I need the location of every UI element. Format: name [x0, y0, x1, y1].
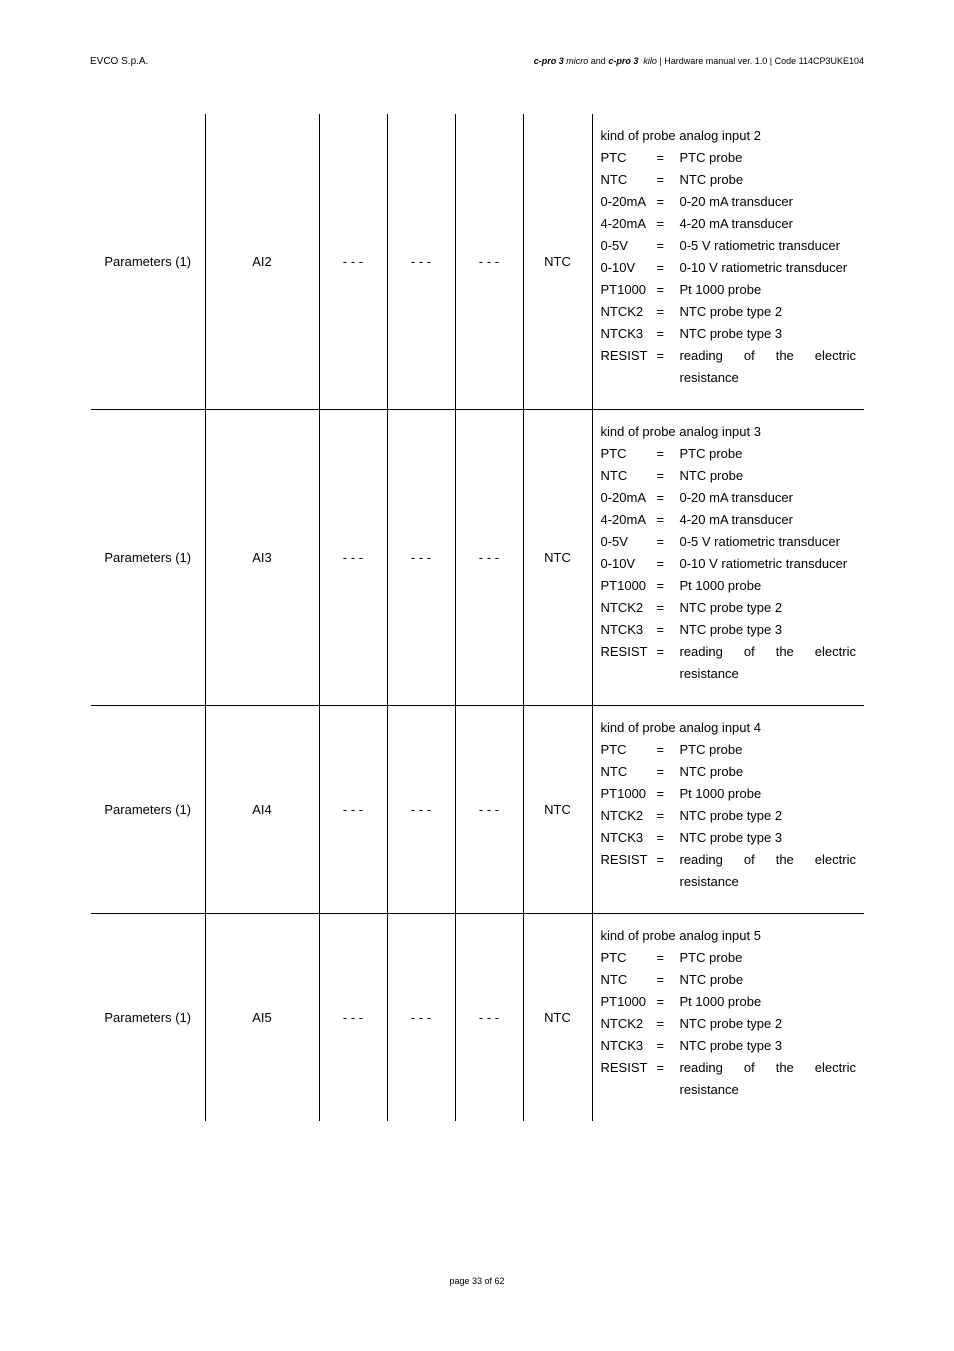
description-title: kind of probe analog input 3: [600, 424, 761, 439]
option-equals: =: [656, 764, 665, 779]
description-cell: [592, 706, 864, 914]
option-meaning: Pt 1000 probe: [679, 786, 762, 801]
option-line: [601, 509, 857, 531]
option-equals: =: [656, 742, 665, 757]
resist-word: electric: [814, 852, 856, 867]
parameter-row: [91, 114, 864, 410]
resist-word: the: [775, 348, 794, 363]
option-equals: =: [656, 194, 665, 209]
resist-word: resistance: [679, 370, 739, 385]
option-equals: =: [656, 216, 665, 231]
option-code: NTCK2: [600, 600, 644, 615]
option-line: [601, 827, 857, 849]
option-equals: =: [656, 468, 665, 483]
option-code: NTCK2: [600, 808, 644, 823]
code-cell: AI2: [205, 114, 319, 410]
resist-word: electric: [814, 1060, 856, 1075]
option-code: PTC: [600, 150, 627, 165]
option-equals: =: [656, 304, 665, 319]
option-code: NTCK3: [600, 622, 644, 637]
option-line: [601, 619, 857, 641]
option-code: RESIST: [600, 644, 648, 659]
option-code: PT1000: [600, 578, 647, 593]
label-cell: Parameters (1): [91, 706, 205, 914]
option-meaning: NTC probe type 2: [679, 1016, 783, 1031]
option-meaning: 4-20 mA transducer: [679, 216, 793, 231]
option-equals: =: [656, 326, 665, 341]
resist-word: of: [743, 852, 755, 867]
option-code: PTC: [600, 950, 627, 965]
option-line: [601, 147, 857, 169]
product-b-variant: kilo: [643, 56, 657, 66]
resist-word: of: [743, 1060, 755, 1075]
option-equals: =: [656, 830, 665, 845]
resist-word: reading: [679, 348, 723, 363]
option-code: 0-10V: [600, 260, 636, 275]
option-code: NTCK3: [600, 326, 644, 341]
option-code: 4-20mA: [600, 512, 647, 527]
option-meaning: NTC probe type 3: [679, 1038, 783, 1053]
default-cell: NTC: [523, 114, 592, 410]
option-line: [601, 947, 857, 969]
resist-word: the: [775, 644, 794, 659]
description-cell: [592, 114, 864, 410]
option-meaning: [680, 641, 857, 685]
option-meaning: NTC probe type 3: [679, 622, 783, 637]
option-equals: =: [656, 238, 665, 253]
option-equals: =: [656, 512, 665, 527]
header-and: and: [590, 56, 606, 66]
col3-cell: - - -: [319, 706, 387, 914]
option-code: 0-20mA: [600, 194, 647, 209]
option-meaning: Pt 1000 probe: [679, 578, 762, 593]
resist-word: electric: [814, 644, 856, 659]
option-code: NTCK3: [600, 830, 644, 845]
option-equals: =: [656, 622, 665, 637]
option-line: [601, 739, 857, 761]
option-line-resist: [601, 1057, 857, 1101]
parameter-row: [91, 914, 864, 1122]
option-code: NTCK2: [600, 304, 644, 319]
option-line: [601, 1035, 857, 1057]
option-line-resist: [601, 345, 857, 389]
option-meaning: Pt 1000 probe: [679, 994, 762, 1009]
option-code: RESIST: [600, 1060, 648, 1075]
col3-cell: - - -: [319, 410, 387, 706]
option-meaning: Pt 1000 probe: [679, 282, 762, 297]
parameter-row: [91, 410, 864, 706]
option-line: [601, 761, 857, 783]
parameters-table: [91, 114, 864, 1121]
option-equals: =: [656, 1038, 665, 1053]
option-code: NTCK3: [600, 1038, 644, 1053]
description-cell: [592, 914, 864, 1122]
resist-word: reading: [679, 1060, 723, 1075]
col3-cell: - - -: [319, 914, 387, 1122]
option-equals: =: [656, 490, 665, 505]
code-cell: AI4: [205, 706, 319, 914]
default-cell: NTC: [523, 914, 592, 1122]
option-equals: =: [656, 808, 665, 823]
option-equals: =: [656, 172, 665, 187]
option-line-resist: [601, 641, 857, 685]
option-meaning: NTC probe: [679, 172, 744, 187]
option-code: 0-10V: [600, 556, 636, 571]
col4-cell: - - -: [387, 114, 455, 410]
option-line: [601, 575, 857, 597]
resist-word: reading: [679, 644, 723, 659]
option-code: RESIST: [600, 348, 648, 363]
option-equals: =: [656, 282, 665, 297]
option-equals: =: [656, 786, 665, 801]
option-line-resist: [601, 849, 857, 893]
option-meaning: PTC probe: [679, 446, 743, 461]
option-meaning: NTC probe type 2: [679, 304, 783, 319]
option-code: NTC: [600, 972, 628, 987]
option-meaning: PTC probe: [679, 150, 743, 165]
option-line: [601, 487, 857, 509]
option-line: [601, 1013, 857, 1035]
label-cell: Parameters (1): [91, 914, 205, 1122]
col4-cell: - - -: [387, 410, 455, 706]
col4-cell: - - -: [387, 706, 455, 914]
option-line: [601, 991, 857, 1013]
option-line: [601, 301, 857, 323]
col5-cell: - - -: [455, 706, 523, 914]
label-cell: Parameters (1): [91, 410, 205, 706]
option-meaning: 0-20 mA transducer: [679, 490, 793, 505]
option-meaning: NTC probe type 3: [679, 830, 783, 845]
option-equals: =: [656, 446, 665, 461]
option-equals: =: [656, 994, 665, 1009]
resist-word: electric: [814, 348, 856, 363]
option-line: [601, 279, 857, 301]
option-line: [601, 597, 857, 619]
option-meaning: 4-20 mA transducer: [679, 512, 793, 527]
col5-cell: - - -: [455, 914, 523, 1122]
resist-word: of: [743, 644, 755, 659]
resist-word: resistance: [679, 1082, 739, 1097]
header-doc-info: [534, 56, 864, 66]
option-meaning: NTC probe: [679, 764, 744, 779]
option-equals: =: [656, 260, 665, 275]
option-code: 0-5V: [600, 534, 628, 549]
product-a: c-pro 3: [533, 56, 564, 66]
option-equals: =: [656, 950, 665, 965]
description-title: kind of probe analog input 4: [600, 720, 761, 735]
option-equals: =: [656, 150, 665, 165]
option-line: [601, 783, 857, 805]
option-code: 4-20mA: [600, 216, 647, 231]
option-line: [601, 235, 857, 257]
label-cell: Parameters (1): [104, 254, 192, 269]
option-meaning: 0-5 V ratiometric transducer: [679, 534, 840, 549]
resist-word: the: [775, 852, 794, 867]
page-number: page 33 of 62: [449, 1276, 505, 1286]
option-code: PT1000: [600, 282, 647, 297]
option-equals: =: [656, 578, 665, 593]
option-line: [601, 969, 857, 991]
resist-word: resistance: [679, 666, 739, 681]
option-equals: =: [656, 644, 665, 659]
option-code: PT1000: [600, 786, 647, 801]
description-title: kind of probe analog input 5: [600, 928, 761, 943]
option-line: [601, 257, 857, 279]
option-code: PT1000: [600, 994, 647, 1009]
option-code: NTC: [600, 764, 628, 779]
option-meaning: PTC probe: [679, 742, 743, 757]
option-equals: =: [656, 972, 665, 987]
option-meaning: [680, 849, 857, 893]
option-meaning: 0-20 mA transducer: [679, 194, 793, 209]
option-meaning: NTC probe type 3: [679, 326, 783, 341]
option-meaning: NTC probe: [679, 468, 744, 483]
description-cell: [592, 410, 864, 706]
option-meaning: PTC probe: [679, 950, 743, 965]
resist-word: of: [743, 348, 755, 363]
option-line: [601, 531, 857, 553]
option-equals: =: [656, 600, 665, 615]
option-meaning: [680, 1057, 857, 1101]
option-equals: =: [656, 348, 665, 363]
option-line: [601, 465, 857, 487]
option-equals: =: [656, 556, 665, 571]
option-line: [601, 323, 857, 345]
option-code: NTCK2: [600, 1016, 644, 1031]
col5-cell: - - -: [455, 114, 523, 410]
option-line: [601, 443, 857, 465]
doc-info: | Hardware manual ver. 1.0 | Code 114CP3UKE104: [659, 56, 864, 66]
option-code: 0-5V: [600, 238, 628, 253]
option-line: [601, 553, 857, 575]
resist-word: reading: [679, 852, 723, 867]
default-cell: NTC: [523, 706, 592, 914]
option-code: PTC: [600, 742, 627, 757]
resist-word: resistance: [679, 874, 739, 889]
option-code: RESIST: [600, 852, 648, 867]
default-cell: NTC: [523, 410, 592, 706]
option-meaning: 0-5 V ratiometric transducer: [679, 238, 840, 253]
option-meaning: NTC probe: [679, 972, 744, 987]
col5-cell: - - -: [455, 410, 523, 706]
option-line: [601, 169, 857, 191]
option-line: [601, 191, 857, 213]
col3-cell: - - -: [319, 114, 387, 410]
option-meaning: 0-10 V ratiometric transducer: [679, 556, 848, 571]
product-b: c-pro 3: [608, 56, 639, 66]
option-meaning: [680, 345, 857, 389]
option-equals: =: [656, 852, 665, 867]
option-code: 0-20mA: [600, 490, 647, 505]
option-line: [601, 213, 857, 235]
header-company: EVCO S.p.A.: [90, 56, 149, 67]
option-code: NTC: [600, 468, 628, 483]
option-equals: =: [656, 1016, 665, 1031]
option-code: PTC: [600, 446, 627, 461]
code-cell: AI5: [205, 914, 319, 1122]
resist-word: the: [775, 1060, 794, 1075]
option-line: [601, 805, 857, 827]
option-equals: =: [656, 1060, 665, 1075]
option-meaning: NTC probe type 2: [679, 600, 783, 615]
product-a-variant: micro: [566, 56, 589, 66]
option-equals: =: [656, 534, 665, 549]
col4-cell: - - -: [387, 914, 455, 1122]
parameter-row: [91, 706, 864, 914]
option-meaning: 0-10 V ratiometric transducer: [679, 260, 848, 275]
option-code: NTC: [600, 172, 628, 187]
option-meaning: NTC probe type 2: [679, 808, 783, 823]
code-cell: AI3: [205, 410, 319, 706]
description-title: kind of probe analog input 2: [600, 128, 761, 143]
